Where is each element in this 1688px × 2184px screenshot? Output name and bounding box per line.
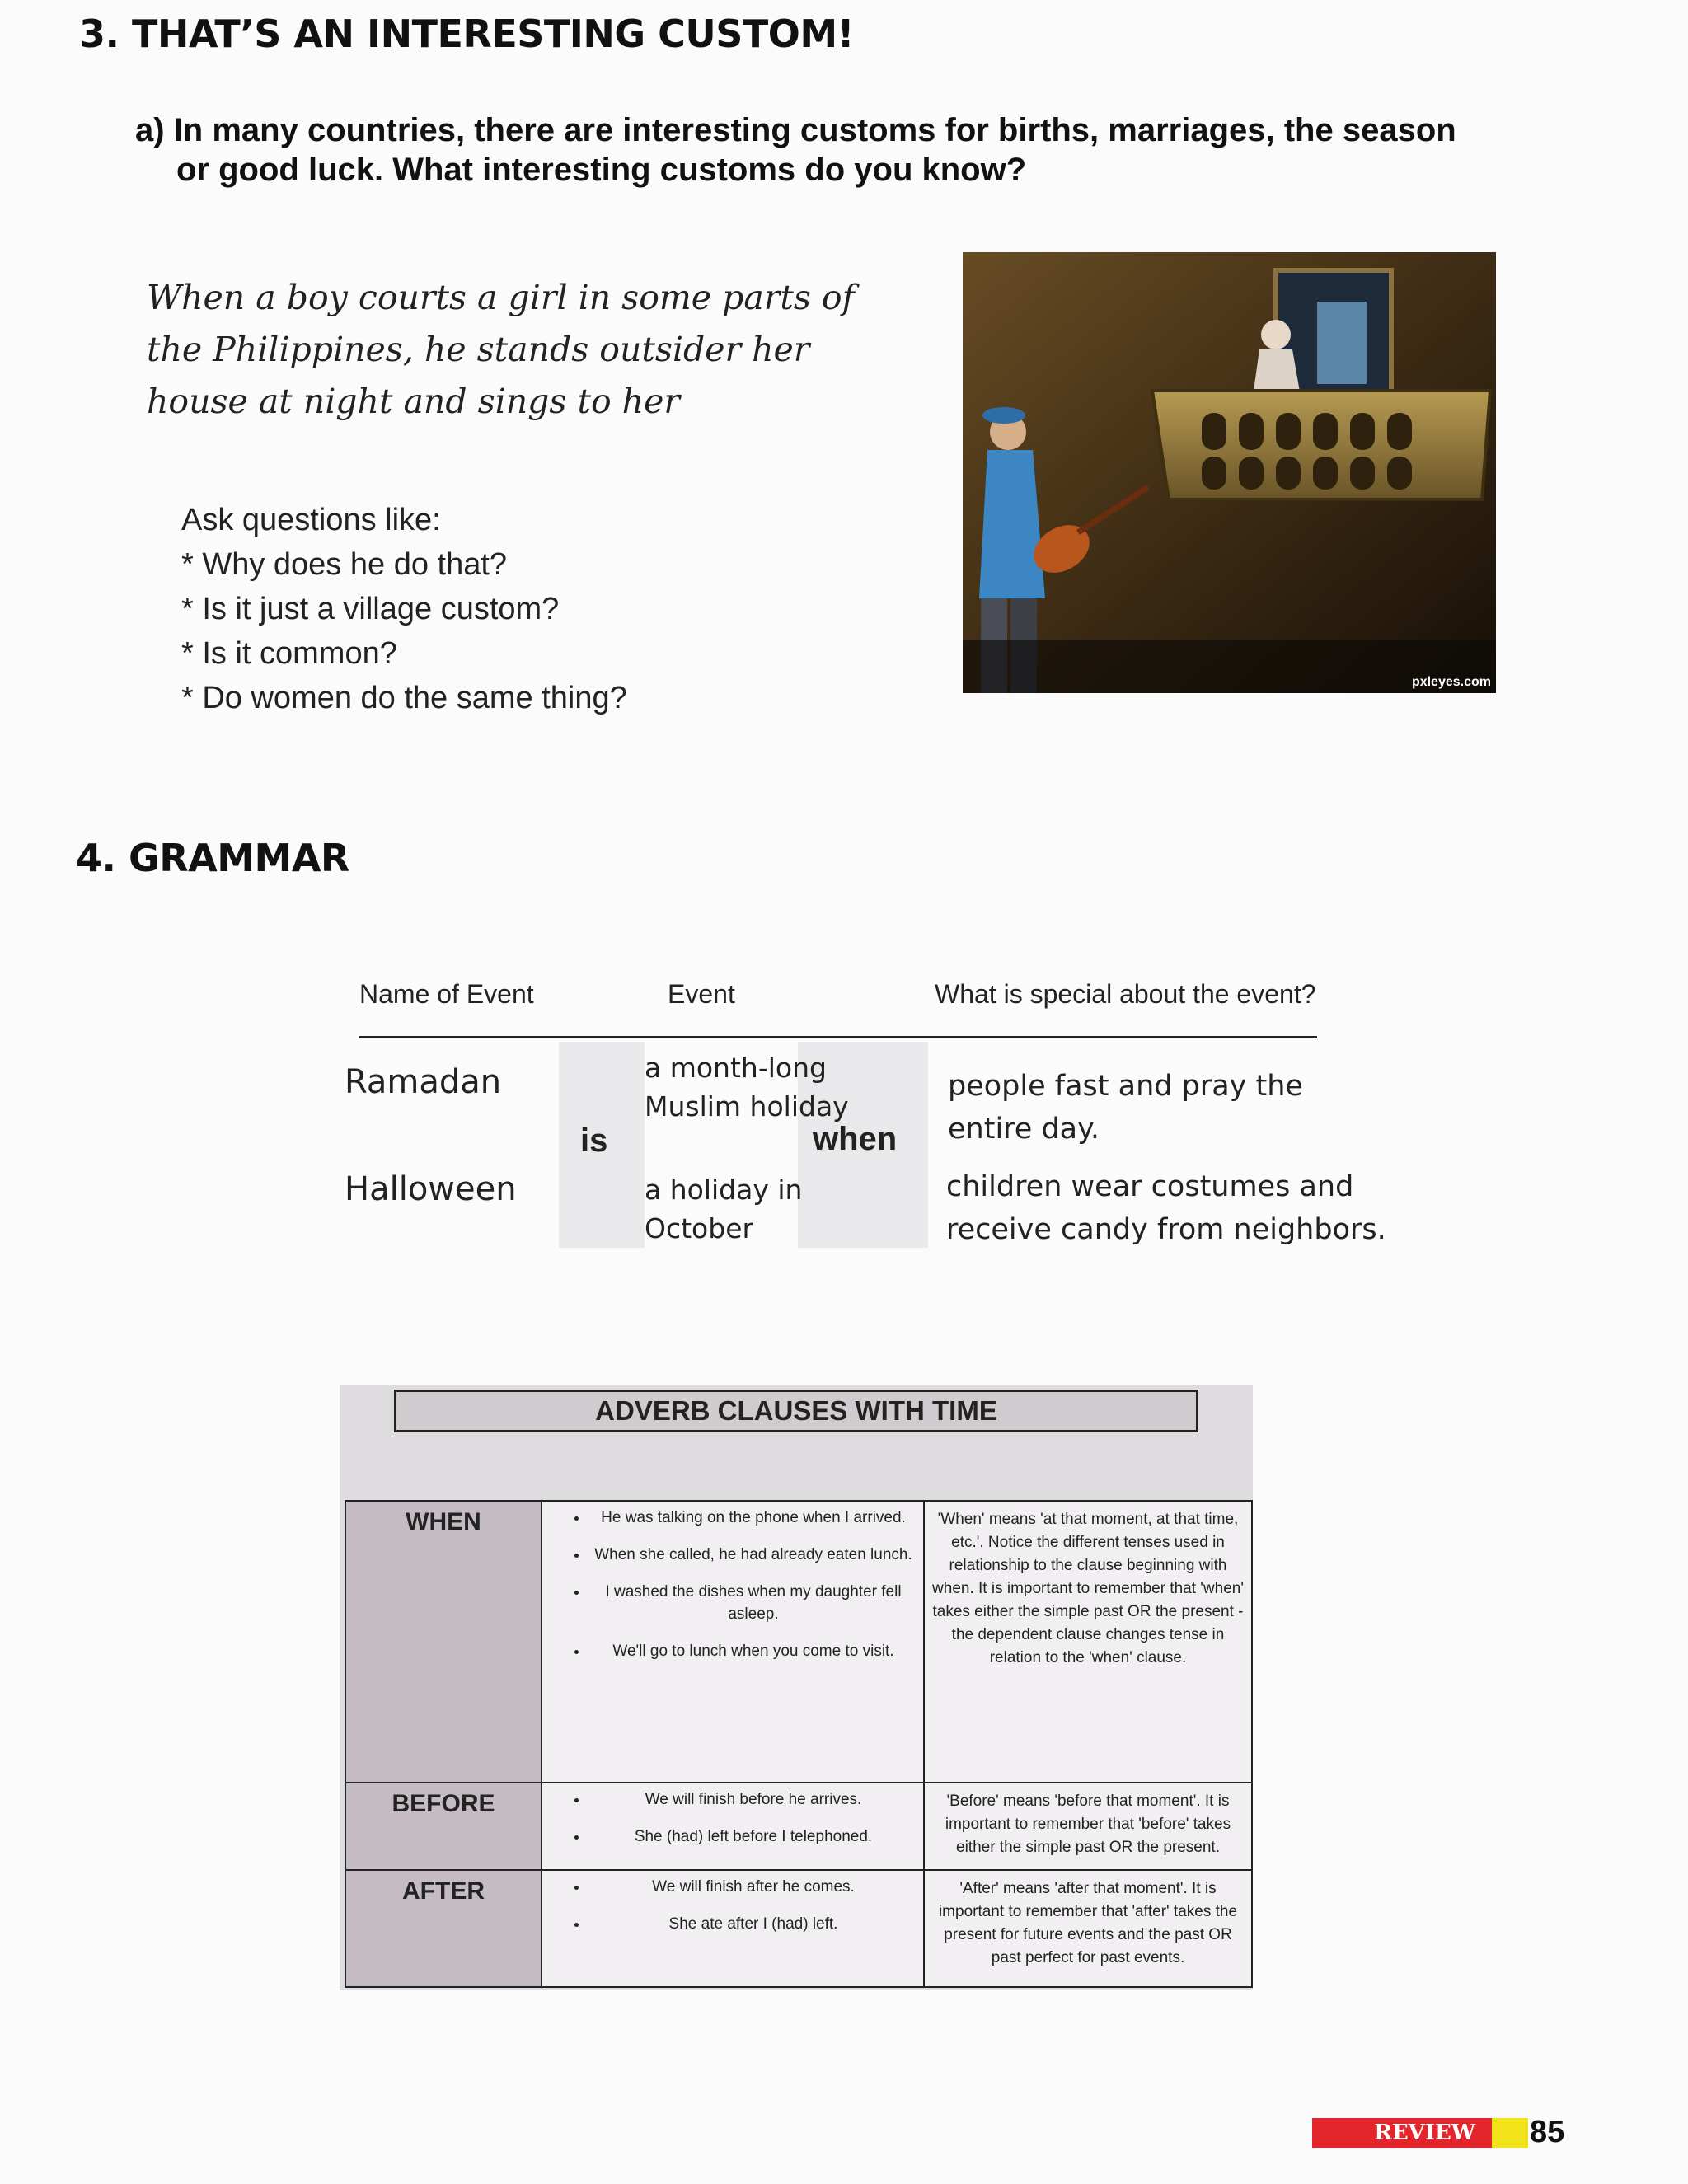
example-sentence: • We will finish before he arrives.: [588, 1788, 918, 1811]
example-sentence: • She ate after I (had) left.: [588, 1913, 918, 1935]
explanation-cell: 'Before' means 'before that moment'. It is important to remember that 'before' takes either the simple past OR the present.: [924, 1783, 1252, 1870]
table-row: [345, 1870, 1252, 1987]
handwritten-line: the Philippines, he stands outsider her: [147, 330, 810, 369]
event-desc-line: a month-long: [645, 1052, 827, 1084]
example-cell: [542, 1783, 924, 1870]
row-label: AFTER: [345, 1870, 542, 1987]
connector-when: when: [813, 1121, 898, 1157]
handwritten-line: When a boy courts a girl in some parts of: [147, 278, 855, 317]
serenade-illustration: [963, 252, 1496, 693]
table-row: [345, 1783, 1252, 1870]
ask-question: * Is it just a village custom?: [181, 592, 560, 626]
col-header-special: What is special about the event?: [935, 979, 1316, 1009]
ask-question: * Do women do the same thing?: [181, 681, 627, 715]
ask-questions-block: [181, 498, 627, 720]
example-sentence: • We'll go to lunch when you come to visit.: [588, 1640, 918, 1662]
row-label: BEFORE: [345, 1783, 542, 1870]
event-name: Ramadan: [345, 1063, 502, 1101]
page-number: 85: [1530, 2115, 1565, 2149]
ask-question: * Is it common?: [181, 636, 397, 671]
event-special-line: people fast and pray the: [948, 1070, 1303, 1103]
event-name: Halloween: [345, 1170, 517, 1208]
explanation-cell: 'When' means 'at that moment, at that time, etc.'. Notice the different tenses used in relationship to the clause beginning with when. It is important to remember that 'when' takes either the simple past OR the present - the dependent clause changes tense in relation to the 'when' clause.: [924, 1501, 1252, 1783]
col-header-name: Name of Event: [359, 979, 534, 1009]
example-sentence: • He was talking on the phone when I arrived.: [588, 1507, 918, 1529]
adverb-table: [345, 1500, 1253, 1988]
event-special: [948, 1065, 1303, 1151]
event-special-line: entire day.: [948, 1113, 1100, 1146]
review-label: REVIEW: [1312, 2118, 1492, 2148]
event-description: [645, 1048, 849, 1126]
ask-question: * Why does he do that?: [181, 547, 508, 582]
event-desc-line: a holiday in: [645, 1174, 803, 1206]
handwritten-answer: [147, 272, 855, 428]
photo-credit: pxleyes.com: [1411, 675, 1491, 689]
explanation-cell: 'After' means 'after that moment'. It is important to remember that 'after' takes the present for future events and the past OR past perfect for past events.: [924, 1870, 1252, 1987]
ask-intro: Ask questions like:: [181, 503, 441, 537]
event-desc-line: October: [645, 1212, 754, 1244]
section4-heading: 4. GRAMMAR: [76, 836, 349, 880]
example-sentence: • I washed the dishes when my daughter fell asleep.: [588, 1581, 918, 1625]
example-sentence: • She (had) left before I telephoned.: [588, 1825, 918, 1848]
handwritten-line: house at night and sings to her: [147, 382, 680, 421]
example-cell: [542, 1870, 924, 1987]
table-row: [345, 1501, 1252, 1783]
col-header-event: Event: [668, 979, 735, 1009]
question-line-2: or good luck. What interesting customs do you know?: [176, 152, 1027, 188]
header-divider: [359, 1036, 1317, 1038]
event-special: [946, 1165, 1386, 1251]
question-line-1: a) In many countries, there are interesting customs for births, marriages, the season: [135, 112, 1456, 148]
event-desc-line: Muslim holiday: [645, 1090, 849, 1122]
example-sentence: • We will finish after he comes.: [588, 1876, 918, 1898]
serenade-photo: [963, 252, 1496, 693]
section3-heading: 3. THAT’S AN INTERESTING CUSTOM!: [79, 12, 855, 56]
adverb-box-title: ADVERB CLAUSES WITH TIME: [394, 1390, 1198, 1432]
connector-is: is: [580, 1122, 608, 1159]
row-label: WHEN: [345, 1501, 542, 1783]
example-sentence: • When she called, he had already eaten lunch.: [588, 1544, 918, 1566]
event-description: [645, 1170, 802, 1248]
accent-bar: [1492, 2118, 1528, 2148]
event-special-line: children wear costumes and: [946, 1170, 1354, 1203]
event-special-line: receive candy from neighbors.: [946, 1213, 1386, 1246]
example-cell: [542, 1501, 924, 1783]
